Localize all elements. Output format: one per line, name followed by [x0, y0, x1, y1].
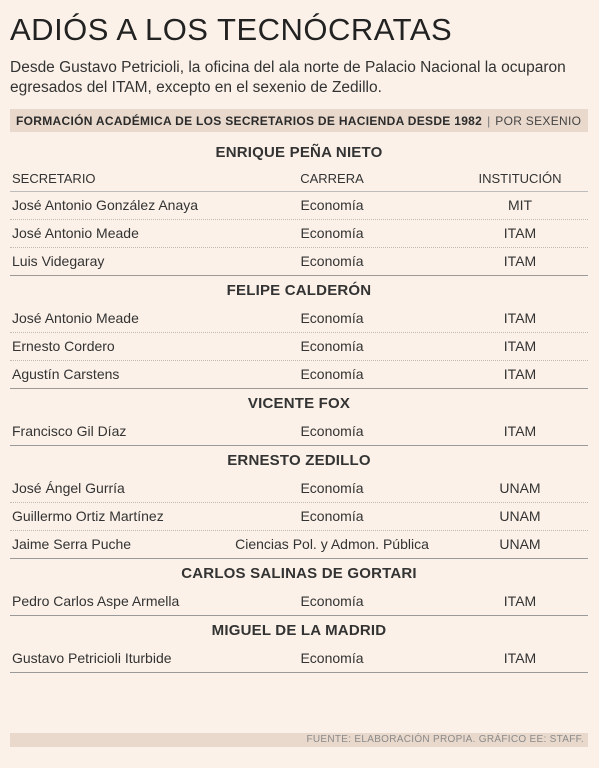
- institution-cell: ITAM: [503, 593, 537, 609]
- table-header-bar: [10, 109, 588, 132]
- table-row: [10, 588, 588, 615]
- administration-section: [10, 616, 588, 673]
- institution-cell: ITAM: [503, 366, 537, 382]
- secretaries-table: [10, 138, 588, 673]
- administration-section: [10, 276, 588, 389]
- secretary-name: Pedro Carlos Aspe Armella: [12, 593, 180, 609]
- table-row: [10, 192, 588, 220]
- institution-cell: ITAM: [503, 423, 537, 439]
- table-subheading: POR SEXENIO: [495, 113, 582, 128]
- secretary-name: José Antonio González Anaya: [12, 197, 199, 213]
- table-row: [10, 418, 588, 445]
- column-header-secretario: SECRETARIO: [12, 171, 96, 186]
- career-cell: Economía: [300, 423, 364, 439]
- administration-title: CARLOS SALINAS DE GORTARI: [181, 565, 417, 582]
- institution-cell: ITAM: [503, 225, 537, 241]
- table-row: [10, 361, 588, 388]
- table-row: [10, 248, 588, 275]
- career-cell: Economía: [300, 253, 364, 269]
- secretary-name: José Antonio Meade: [12, 225, 139, 241]
- administration-section: [10, 389, 588, 446]
- page-subtitle: Desde Gustavo Petricioli, la oficina del ala norte de Palacio Nacional la ocuparon egresados del ITAM, excepto en el sexenio de Zedillo.: [10, 59, 566, 96]
- career-cell: Economía: [300, 225, 364, 241]
- career-cell: Economía: [300, 366, 364, 382]
- table-row: [10, 645, 588, 672]
- secretary-name: Gustavo Petricioli Iturbide: [12, 650, 172, 666]
- institution-cell: MIT: [507, 197, 533, 213]
- institution-cell: UNAM: [499, 536, 541, 552]
- table-row: [10, 220, 588, 248]
- institution-cell: ITAM: [503, 253, 537, 269]
- administration-title: VICENTE FOX: [247, 395, 351, 412]
- secretary-name: Agustín Carstens: [12, 366, 120, 382]
- career-cell: Economía: [300, 197, 364, 213]
- administration-title: ENRIQUE PEÑA NIETO: [215, 144, 383, 161]
- career-cell: Economía: [300, 480, 364, 496]
- secretary-name: Ernesto Cordero: [12, 338, 115, 354]
- column-headers: [10, 167, 588, 192]
- table-row: [10, 475, 588, 503]
- institution-cell: ITAM: [503, 338, 537, 354]
- administration-title: ERNESTO ZEDILLO: [227, 452, 371, 469]
- secretary-name: Jaime Serra Puche: [12, 536, 132, 552]
- administration-section: [10, 138, 588, 276]
- column-header-carrera: CARRERA: [300, 171, 364, 186]
- institution-cell: UNAM: [499, 480, 541, 496]
- secretary-name: José Antonio Meade: [12, 310, 139, 326]
- career-cell: Ciencias Pol. y Admon. Pública: [235, 536, 429, 552]
- column-header-institucion: INSTITUCIÓN: [478, 171, 562, 186]
- administration-title: FELIPE CALDERÓN: [226, 282, 372, 299]
- table-row: [10, 333, 588, 361]
- page-title: ADIÓS A LOS TECNÓCRATAS: [10, 12, 453, 47]
- career-cell: Economía: [300, 508, 364, 524]
- career-cell: Economía: [300, 593, 364, 609]
- table-row: [10, 305, 588, 333]
- table-row: [10, 503, 588, 531]
- institution-cell: ITAM: [503, 310, 537, 326]
- secretary-name: Francisco Gil Díaz: [12, 423, 127, 439]
- institution-cell: ITAM: [503, 650, 537, 666]
- secretary-name: Guillermo Ortiz Martínez: [12, 508, 164, 524]
- source-footer: FUENTE: ELABORACIÓN PROPIA. GRÁFICO EE: STAFF.: [10, 733, 588, 747]
- administration-title: MIGUEL DE LA MADRID: [211, 622, 387, 639]
- administration-section: [10, 559, 588, 616]
- table-row: [10, 531, 588, 558]
- administration-section: [10, 446, 588, 559]
- career-cell: Economía: [300, 650, 364, 666]
- career-cell: Economía: [300, 310, 364, 326]
- institution-cell: UNAM: [499, 508, 541, 524]
- career-cell: Economía: [300, 338, 364, 354]
- table-heading: FORMACIÓN ACADÉMICA DE LOS SECRETARIOS DE HACIENDA DESDE 1982: [16, 113, 483, 128]
- secretary-name: José Ángel Gurría: [12, 480, 125, 496]
- secretary-name: Luis Videgaray: [12, 253, 105, 269]
- heading-separator: |: [487, 113, 491, 128]
